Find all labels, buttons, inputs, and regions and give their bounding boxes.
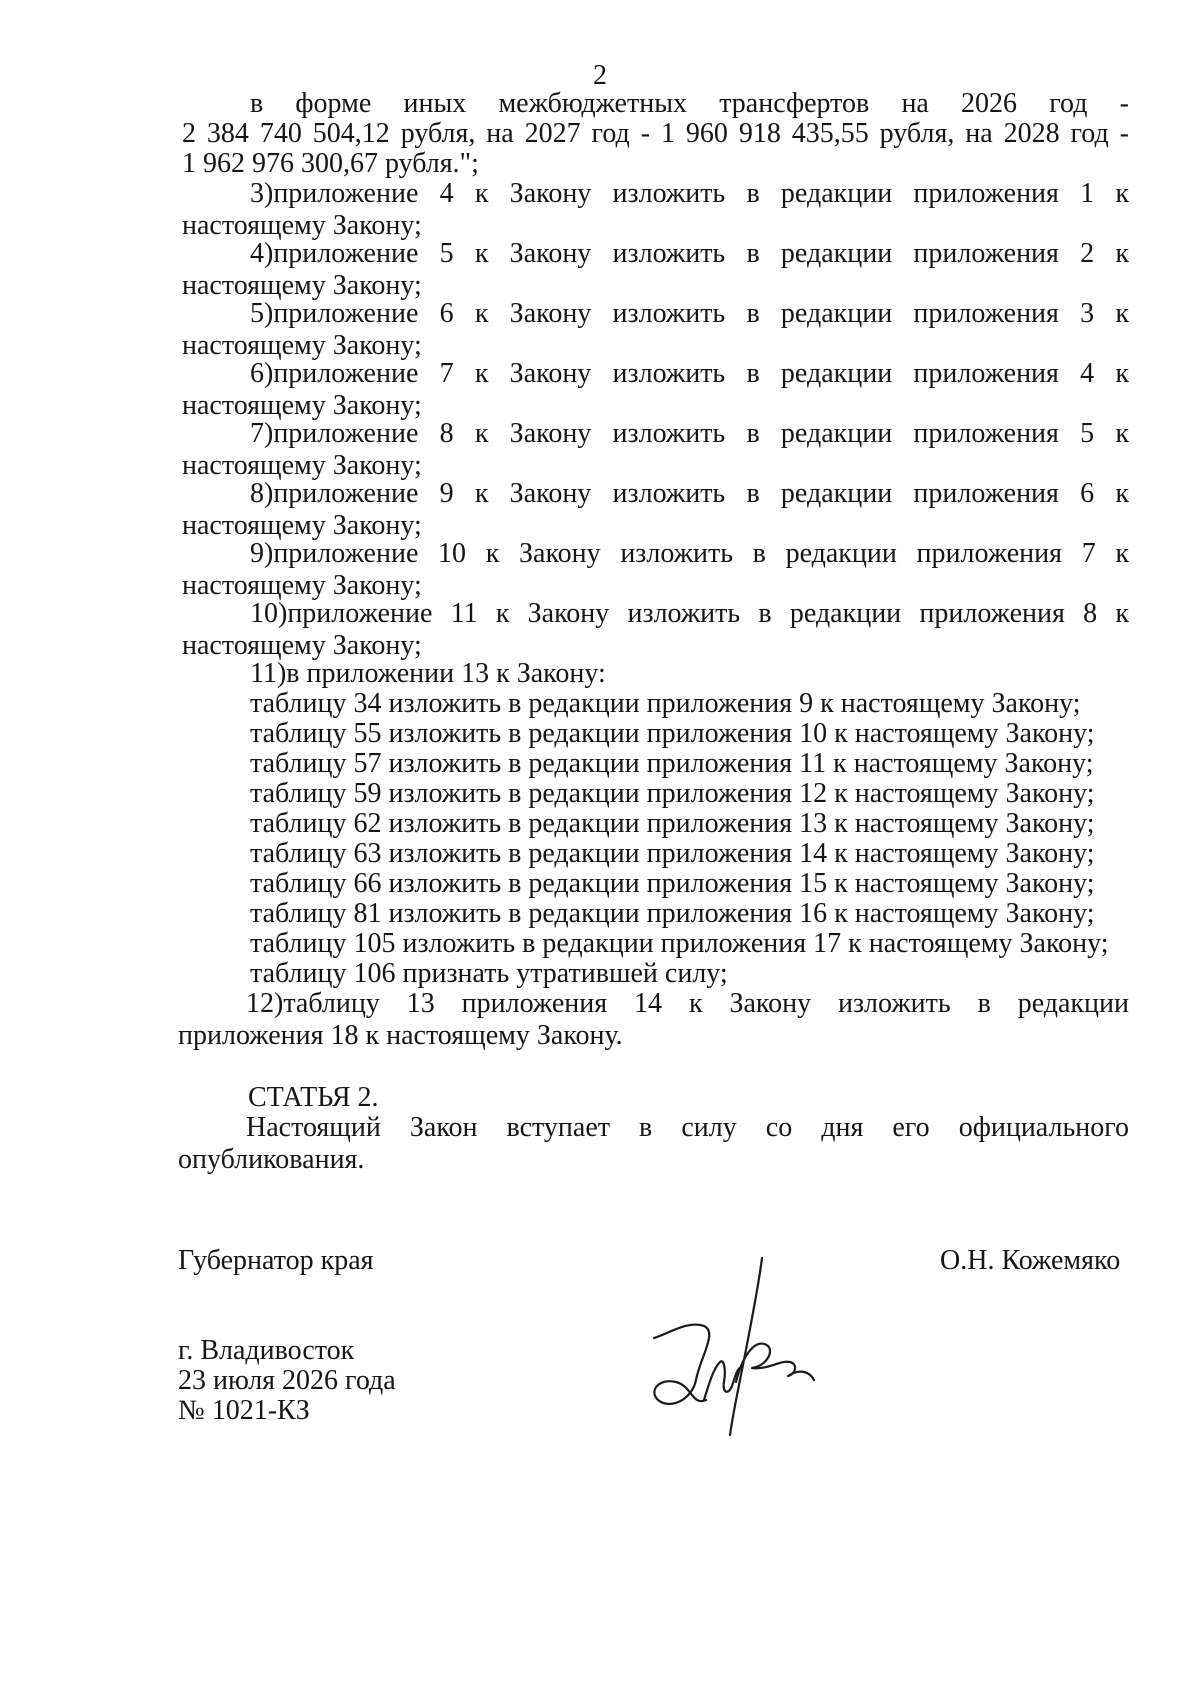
intro-line-2: 2 384 740 504,12 рубля, на 2027 год - 1 960 918 435,55 рубля, на 2028 год - [182, 118, 1129, 149]
article-paragraph [178, 1112, 1129, 1176]
list-item-line-2: приложения 18 к настоящему Закону. [178, 1020, 623, 1051]
list-item-line-1: 4)приложение 5 к Закону изложить в редакции приложения 2 к [250, 238, 1129, 269]
list-item-line-2: настоящему Закону; [182, 570, 422, 601]
list-item-line-2: настоящему Закону; [182, 450, 422, 481]
intro-line-1: в форме иных межбюджетных трансфертов на 2026 год - [250, 88, 1129, 119]
signatory-name: О.Н. Кожемяко [940, 1245, 1121, 1276]
list-item-line-1: 3)приложение 4 к Закону изложить в редакции приложения 1 к [250, 178, 1129, 209]
list-item [178, 988, 1129, 1052]
list-item-line-1: 8)приложение 9 к Закону изложить в редакции приложения 6 к [250, 478, 1129, 509]
article-line-2: опубликования. [178, 1144, 365, 1175]
list-item-line-1: 5)приложение 6 к Закону изложить в редакции приложения 3 к [250, 298, 1129, 329]
list-item [182, 418, 1129, 482]
list-item-line-2: настоящему Закону; [182, 210, 422, 241]
table-line: таблицу 81 изложить в редакции приложения 16 к настоящему Закону; [250, 898, 1095, 929]
table-line: таблицу 62 изложить в редакции приложения 13 к настоящему Закону; [250, 808, 1095, 839]
list-item-line-2: настоящему Закону; [182, 630, 422, 661]
signing-date: 23 июля 2026 года [178, 1365, 396, 1396]
table-line: таблицу 105 изложить в редакции приложения 17 к настоящему Закону; [250, 928, 1109, 959]
table-line: таблицу 59 изложить в редакции приложения 12 к настоящему Закону; [250, 778, 1095, 809]
list-item-line-1: 12)таблицу 13 приложения 14 к Закону изложить в редакции [246, 988, 1129, 1019]
table-line: таблицу 106 признать утратившей силу; [250, 958, 728, 989]
list-item-line-2: настоящему Закону; [182, 510, 422, 541]
list-item [182, 178, 1129, 242]
list-item [182, 298, 1129, 362]
law-number: № 1021-КЗ [178, 1395, 310, 1426]
page-number: 2 [593, 60, 607, 91]
list-item [182, 358, 1129, 422]
list-item [182, 538, 1129, 602]
list-item-line-2: настоящему Закону; [182, 270, 422, 301]
list-item-line-2: настоящему Закону; [182, 330, 422, 361]
table-line: таблицу 34 изложить в редакции приложения 9 к настоящему Закону; [250, 688, 1081, 719]
table-line: таблицу 55 изложить в редакции приложения 10 к настоящему Закону; [250, 718, 1095, 749]
list-item [182, 238, 1129, 302]
list-item-line-1: 9)приложение 10 к Закону изложить в редакции приложения 7 к [250, 538, 1129, 569]
list-item-line-1: 10)приложение 11 к Закону изложить в редакции приложения 8 к [250, 598, 1129, 629]
list-item [182, 598, 1129, 662]
item-11-heading: 11)в приложении 13 к Закону: [250, 658, 606, 689]
intro-line-3: 1 962 976 300,67 рубля."; [182, 148, 479, 179]
table-line: таблицу 57 изложить в редакции приложения 11 к настоящему Закону; [250, 748, 1094, 779]
signatory-position: Губернатор края [178, 1245, 374, 1276]
article-heading: СТАТЬЯ 2. [248, 1082, 379, 1113]
table-line: таблицу 63 изложить в редакции приложения 14 к настоящему Закону; [250, 838, 1095, 869]
list-item-line-1: 6)приложение 7 к Закону изложить в редакции приложения 4 к [250, 358, 1129, 389]
handwritten-signature [640, 1250, 820, 1440]
article-line-1: Настоящий Закон вступает в силу со дня его официального [246, 1112, 1129, 1143]
table-line: таблицу 66 изложить в редакции приложения 15 к настоящему Закону; [250, 868, 1095, 899]
list-item [182, 478, 1129, 542]
list-item-line-2: настоящему Закону; [182, 390, 422, 421]
city: г. Владивосток [178, 1335, 355, 1366]
list-item-line-1: 7)приложение 8 к Закону изложить в редакции приложения 5 к [250, 418, 1129, 449]
